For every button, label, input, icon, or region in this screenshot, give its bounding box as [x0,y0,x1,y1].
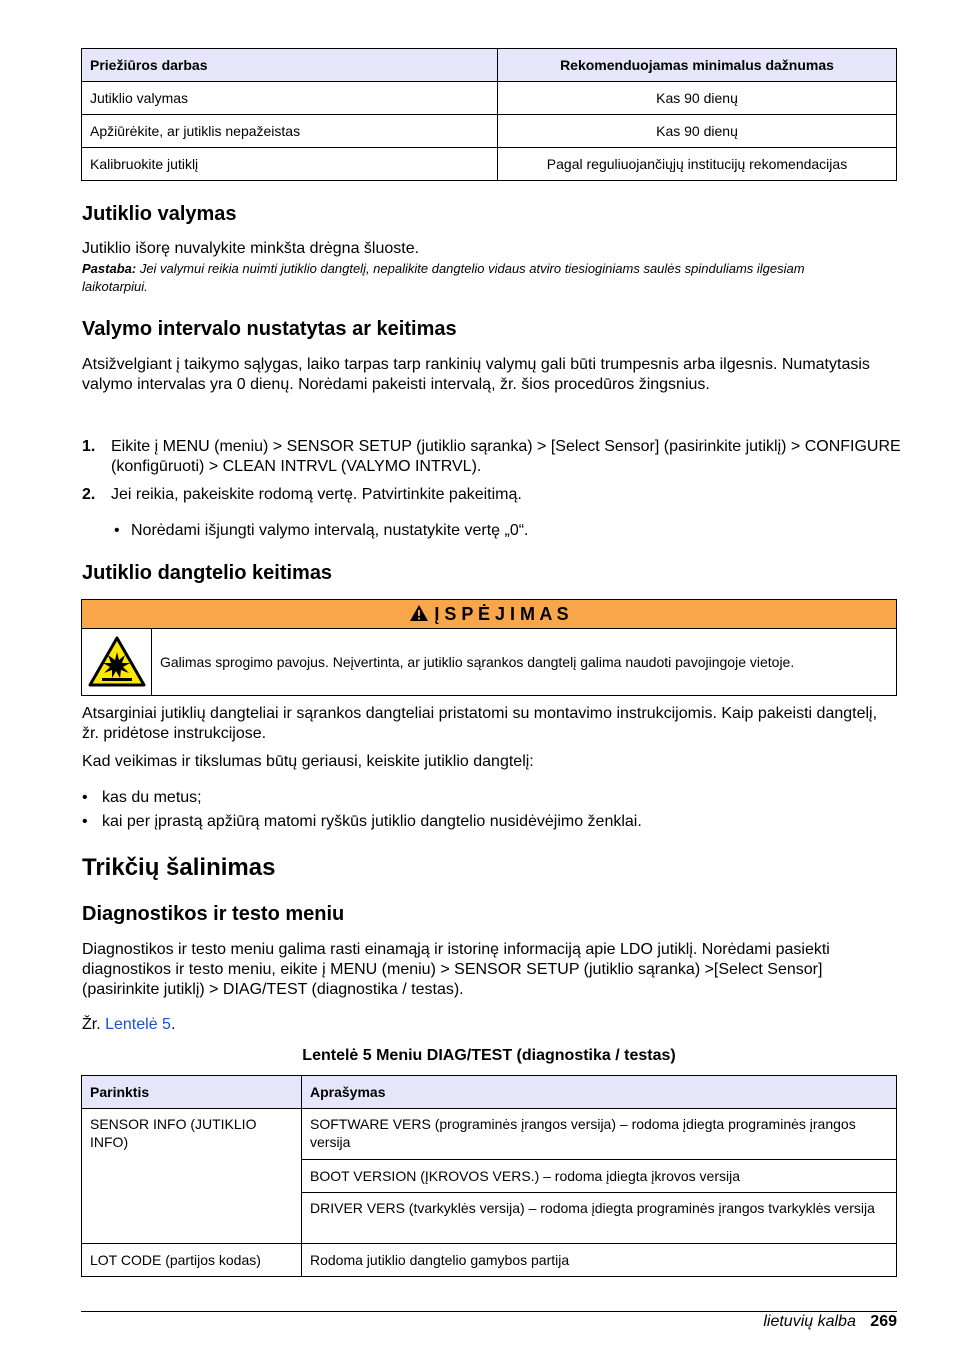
table-cell: Pagal reguliuojančiųjų institucijų rekomendacijas [498,148,897,181]
interval-disable-bullet: Norėdami išjungti valymo intervalą, nustatykite vertę „0“. [131,522,529,539]
step-1-text: Eikite į MENU (meniu) > SENSOR SETUP (jutiklio sąranka) > [Select Sensor] (pasirinkite jutiklį) > CONFIGURE (konfigūruoti) > CLEAN INTRVL (VALYMO INTRVL). [111,438,901,475]
table-cell: Rodoma jutiklio dangtelio gamybos partija [302,1244,897,1277]
section-title-cleaning-interval: Valymo intervalo nustatytas ar keitimas [82,318,457,340]
table-header-description: Aprašymas [302,1076,897,1109]
bullet-marker: • [114,522,120,539]
section-title-sensor-cleaning: Jutiklio valymas [82,203,237,225]
table-cell: BOOT VERSION (ĮKROVOS VERS.) – rodoma įdiegta įkrovos versija [302,1160,897,1193]
table-cell: Kalibruokite jutiklį [82,148,498,181]
table-cell: Jutiklio valymas [82,82,498,115]
table-row [82,1109,897,1160]
warning-box [81,599,897,696]
chapter-title-troubleshooting: Trikčių šalinimas [82,854,276,881]
page-footer [763,1313,897,1331]
table-header-task: Priežiūros darbas [82,49,498,82]
table-cell: SENSOR INFO (JUTIKLIO INFO) [82,1109,302,1244]
table-cell: Kas 90 dienų [498,115,897,148]
warning-title: Į S P Ė J I M A S [434,604,569,624]
note-label: Pastaba: [82,261,137,276]
warning-icon-cell [82,629,152,695]
table-row [82,115,897,148]
table-cell: Apžiūrėkite, ar jutiklis nepažeistas [82,115,498,148]
table-header-frequency: Rekomenduojamas minimalus dažnumas [498,49,897,82]
cap-replacement-text: Atsarginiai jutiklių dangteliai ir sąrankos dangteliai pristatomi su montavimo instrukcijomis. Kaip pakeisti dangtelį, žr. pridėtose instrukcijose. [82,705,878,742]
note-text: Jei valymui reikia nuimti jutiklio dangtelį, nepalikite dangtelio vidaus atviro tiesioginiams saulės spinduliams ilgesiam laikotarpiui. [82,261,805,294]
explosion-hazard-icon [88,636,146,688]
cleaning-note [82,260,842,296]
step-number: 2. [82,486,96,503]
footer-divider [81,1311,897,1312]
footer-language: lietuvių kalba [763,1313,856,1330]
reference-prefix: Žr. [82,1016,106,1033]
table-cell: SOFTWARE VERS (programinės įrangos versija) – rodoma įdiegta programinės įrangos versija [302,1109,897,1160]
warning-triangle-icon [409,604,429,622]
maintenance-table [81,48,897,181]
bullet-item: kas du metus; [102,789,202,806]
page-number: 269 [870,1313,897,1330]
reference-suffix: . [170,1016,176,1033]
section-title-cap-replacement: Jutiklio dangtelio keitimas [82,562,333,584]
table-row [82,82,897,115]
table-header-option: Parinktis [82,1076,302,1109]
step-2-text: Jei reikia, pakeiskite rodomą vertę. Patvirtinkite pakeitimą. [111,486,522,503]
table-caption: Lentelė 5 Meniu DIAG/TEST (diagnostika / testas) [302,1047,676,1064]
table-cell: LOT CODE (partijos kodas) [82,1244,302,1277]
interval-description: Atsižvelgiant į taikymo sąlygas, laiko tarpas tarp rankinių valymų gali būti trumpesnis arba ilgesnis. Numatytasis valymo intervalas yra 0 dienų. Norėdami pakeisti intervalą, žr. šios procedūros žingsnius. [82,356,870,393]
bullet-marker: • [82,789,88,806]
table-reference [82,1015,175,1035]
table-5-link[interactable]: Lentelė 5 [105,1016,171,1033]
section-title-diagnostics: Diagnostikos ir testo meniu [82,903,345,925]
table-row [82,148,897,181]
warning-header [82,600,896,629]
warning-text: Galimas sprogimo pavojus. Neįvertinta, ar jutiklio sąrankos dangtelį galima naudoti pavojingoje vietoje. [160,654,795,670]
cleaning-instruction: Jutiklio išorę nuvalykite minkšta drėgna šluoste. [82,240,420,257]
step-number: 1. [82,438,96,455]
bullet-item: kai per įprastą apžiūrą matomi ryškūs jutiklio dangtelio nusidėvėjimo ženklai. [102,813,642,830]
diagnostics-description: Diagnostikos ir testo meniu galima rasti einamąją ir istorinę informaciją apie LDO jutiklį. Norėdami pasiekti diagnostikos ir testo meniu, eikite į MENU (meniu) > SENSOR SETUP (jutiklio sąranka) >[Select Sensor] (pasirinkite jutiklį) > DIAG/TEST (diagnostika / testas). [82,941,830,998]
table-row [82,1244,897,1277]
table-cell: DRIVER VERS (tvarkyklės versija) – rodoma įdiegta programinės įrangos tvarkyklės versija [302,1193,897,1244]
cap-replacement-when: Kad veikimas ir tikslumas būtų geriausi, keiskite jutiklio dangtelį: [82,753,534,770]
bullet-marker: • [82,813,88,830]
diag-test-table [81,1075,897,1277]
table-cell: Kas 90 dienų [498,82,897,115]
